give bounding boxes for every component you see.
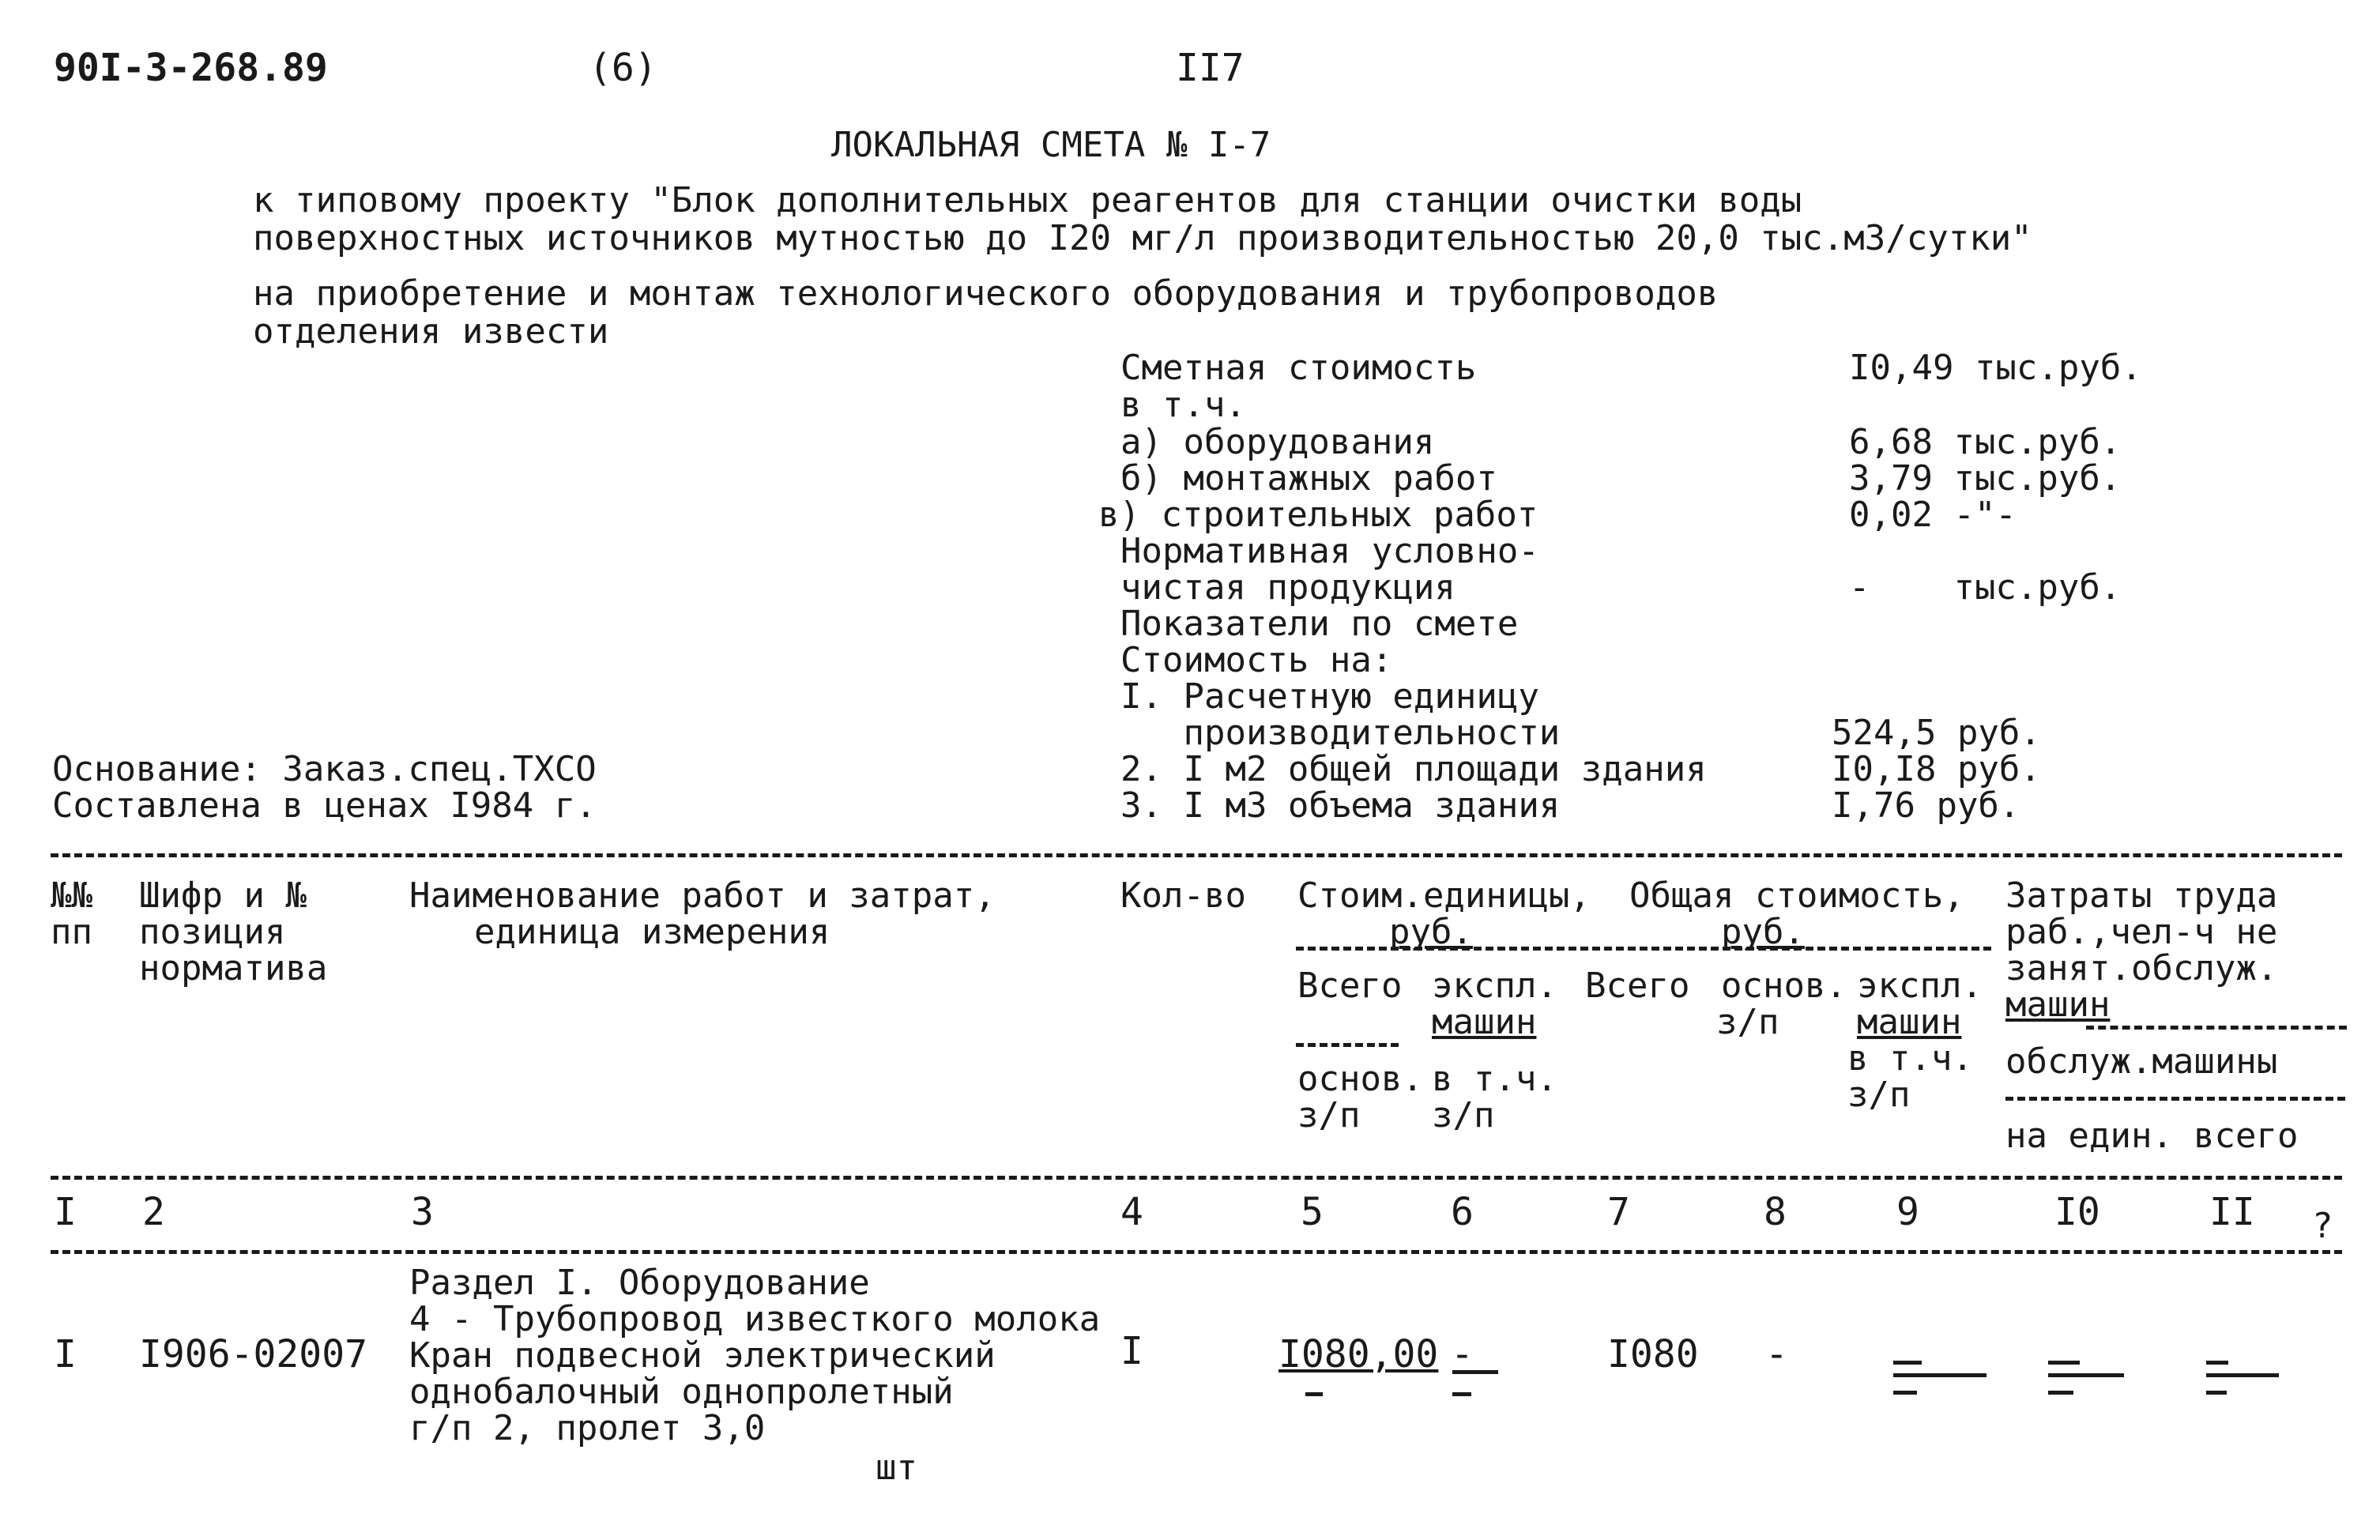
row-number: I [54,1332,77,1376]
summary-label: Сметная стоимость [1120,348,1477,388]
header-mashin-total: машин [1857,1002,1962,1042]
column-number: II [2209,1190,2255,1234]
header-na-ed: на един. [2005,1116,2173,1156]
row-qty: I [1120,1329,1143,1373]
row-name-line3: г/п 2, пролет 3,0 [409,1408,766,1448]
column-number: 5 [1301,1190,1324,1234]
row-total: I080 [1607,1332,1699,1376]
basis-line-1: Основание: Заказ.спец.ТХСО [52,749,597,789]
header-unit-cost-rub: руб. [1389,912,1473,952]
empty-value-mark [1452,1370,1498,1374]
row-name-line2: однобалочный однопролетный [409,1372,954,1412]
header-zp-unit: з/п [1432,1095,1495,1135]
header-labor-rule-2 [2005,1097,2345,1101]
row-unit: шт [876,1448,917,1488]
basis-line-2: Составлена в ценах I984 г. [52,785,597,826]
summary-label: а) оборудования [1120,422,1435,462]
header-col3-line2: единица измерения [474,912,830,952]
header-ekspl: экспл. [1432,966,1557,1006]
header-total-cost-rub: руб. [1721,912,1805,952]
sheet-number: (6) [589,46,657,90]
header-labor-line1: Затраты труда [2005,875,2278,916]
header-col3-line1: Наименование работ и затрат, [409,875,996,916]
header-zp-total: з/п [1847,1075,1911,1115]
header-col2-line1: Шифр и № [139,875,307,916]
header-col2-line2: позиция [139,912,286,952]
table-top-rule [51,853,2342,857]
section-title: Раздел I. Оборудование [409,1263,870,1303]
empty-value-mark [2048,1361,2080,1365]
margin-question-mark: ? [2312,1206,2333,1246]
summary-value: I0,I8 руб. [1832,749,2041,789]
column-number: 9 [1896,1190,1919,1234]
header-col2-line3: норматива [139,948,328,988]
header-sub-rule [1296,947,1991,951]
column-number: 3 [411,1190,434,1234]
summary-label: производительности [1120,713,1561,753]
header-osnov-zp-unit: з/п [1297,1095,1361,1135]
column-number: 2 [142,1190,165,1234]
column-number: 6 [1451,1190,1474,1234]
summary-value: I,76 руб. [1832,785,2020,826]
header-unit-cost: Стоим.единицы, [1297,875,1591,916]
header-vtch-unit: в т.ч. [1432,1059,1557,1099]
intro-line-2: поверхностных источников мутностью до I20 мг/л производительностью 20,0 тыс.м3/сутки" [253,218,2032,258]
empty-value-mark [1893,1373,1986,1377]
column-number: I0 [2054,1190,2100,1234]
header-obsluzh: обслуж.машины [2005,1041,2278,1082]
doc-code: 90I-3-268.89 [54,46,328,90]
summary-label: чистая продукция [1120,567,1455,608]
header-vsego-total: Всего [1585,966,1690,1006]
row-total-osnov: - [1765,1332,1788,1376]
header-labor-line3: занят.обслуж. [2005,948,2278,988]
empty-value-mark [1452,1392,1471,1396]
row-unit-total: I080,00 [1278,1332,1439,1376]
summary-label: в т.ч. [1120,385,1246,425]
column-number-top-rule [51,1176,2342,1180]
summary-value: - тыс.руб. [1849,567,2122,608]
column-number: 4 [1120,1190,1143,1234]
summary-label: Нормативная условно- [1120,531,1539,571]
header-labor-rule-1 [2086,1026,2347,1030]
header-under-vsego [1296,1043,1399,1047]
header-osnov: основ. [1721,966,1847,1006]
column-number: I [54,1190,77,1234]
summary-value: 0,02 -"- [1849,495,2017,535]
empty-value-mark [2048,1373,2124,1377]
header-osnov-zp: основ. [1297,1059,1423,1099]
summary-value: 6,68 тыс.руб. [1849,422,2122,462]
section-subtitle: 4 - Трубопровод известкого молока [409,1299,1101,1339]
empty-value-mark [2048,1391,2073,1395]
summary-label: 3. I м3 объема здания [1120,785,1561,826]
summary-label: 2. I м2 общей площади здания [1120,749,1707,789]
row-name-line1: Кран подвесной электрический [409,1335,996,1376]
empty-value-mark [1893,1361,1922,1365]
summary-value: 524,5 руб. [1832,713,2041,753]
column-number: 8 [1764,1190,1787,1234]
summary-label: б) монтажных работ [1120,458,1497,499]
header-ekspl-total: экспл. [1857,966,1983,1006]
header-labor-line2: раб.,чел-ч не [2005,912,2278,952]
empty-value-mark [2206,1361,2228,1365]
empty-value-mark [2206,1373,2279,1377]
row-code: I906-02007 [139,1332,367,1376]
row-unit-ekspl: - [1451,1332,1474,1376]
intro-line-4: отделения извести [253,311,609,352]
summary-value: 3,79 тыс.руб. [1849,458,2122,499]
empty-value-mark [1893,1391,1917,1395]
header-labor-line4: машин [2005,985,2111,1025]
empty-value-mark [1305,1392,1323,1396]
column-number-bottom-rule [51,1250,2342,1254]
header-col1-line2: пп [51,912,92,952]
summary-label: Стоимость на: [1120,640,1393,680]
document-title: ЛОКАЛЬНАЯ СМЕТА № I-7 [831,125,1271,165]
header-vsego: Всего [1297,966,1403,1006]
page-number: II7 [1176,46,1245,90]
header-col1-line1: №№ [51,875,92,916]
empty-value-mark [2206,1391,2227,1395]
summary-value: I0,49 тыс.руб. [1849,348,2142,388]
header-mashin: машин [1432,1002,1537,1042]
header-vtch-total: в т.ч. [1847,1038,1973,1079]
summary-label: I. Расчетную единицу [1120,676,1539,717]
header-col4: Кол-во [1120,875,1246,916]
summary-label: Показатели по смете [1120,604,1519,644]
intro-line-1: к типовому проекту "Блок дополнительных реагентов для станции очистки воды [253,180,1802,220]
intro-line-3: на приобретение и монтаж технологического оборудования и трубопроводов [253,273,1719,314]
summary-label: в) строительных работ [1098,495,1538,535]
column-number: 7 [1607,1190,1630,1234]
header-zp: з/п [1716,1002,1779,1042]
header-total-cost: Общая стоимость, [1629,875,1964,916]
header-vsego-labor: всего [2194,1116,2299,1156]
